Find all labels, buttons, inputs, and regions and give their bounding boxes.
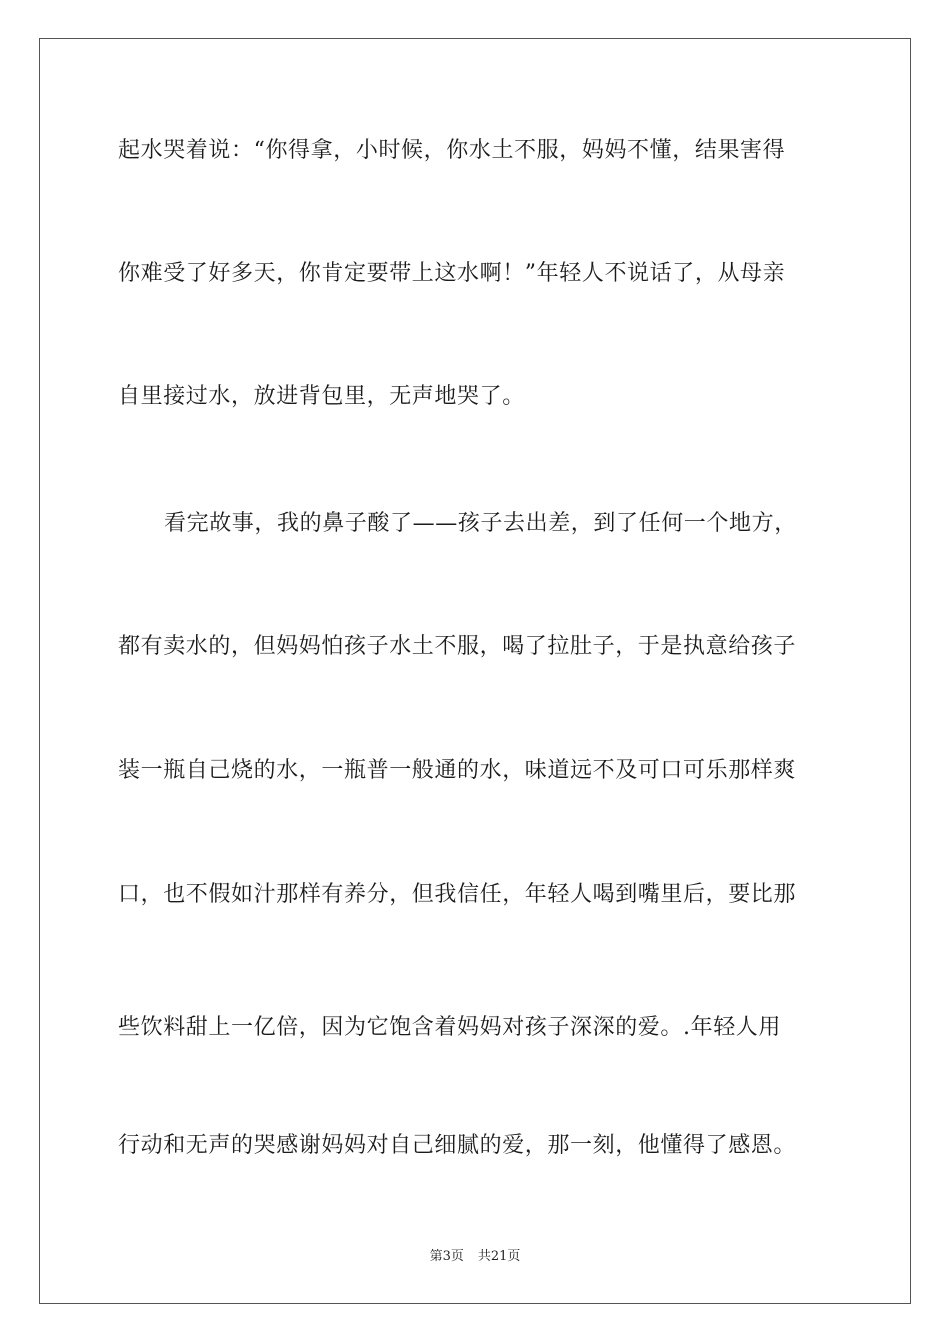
body-text-line: 些饮料甜上一亿倍，因为它饱含着妈妈对孩子深深的爱。.年轻人用 [118,1015,781,1040]
page-border [39,38,911,1304]
body-text-line: 你难受了好多天，你肯定要带上这水啊！”年轻人不说话了，从母亲 [118,261,786,286]
paragraph-first-line: 看完故事，我的鼻子酸了——孩子去出差，到了任何一个地方， [164,511,797,536]
body-text-line: 都有卖水的，但妈妈怕孩子水土不服，喝了拉肚子，于是执意给孩子 [118,634,797,659]
body-text-line: 行动和无声的哭感谢妈妈对自己细腻的爱，那一刻，他懂得了感恩。 [118,1133,797,1158]
body-text-line: 装一瓶自己烧的水，一瓶普一般通的水，味道远不及可口可乐那样爽 [118,758,797,783]
page-total: 共21页 [477,1249,521,1264]
body-text-line: 自里接过水，放进背包里，无声地哭了。 [118,384,525,409]
body-text-line: 口，也不假如汁那样有养分，但我信任，年轻人喝到嘴里后，要比那 [118,882,797,907]
body-text-line: 起水哭着说：“你得拿，小时候，你水土不服，妈妈不懂，结果害得 [118,138,786,163]
page-footer [0,1248,950,1266]
page-number: 第3页 [429,1249,464,1264]
